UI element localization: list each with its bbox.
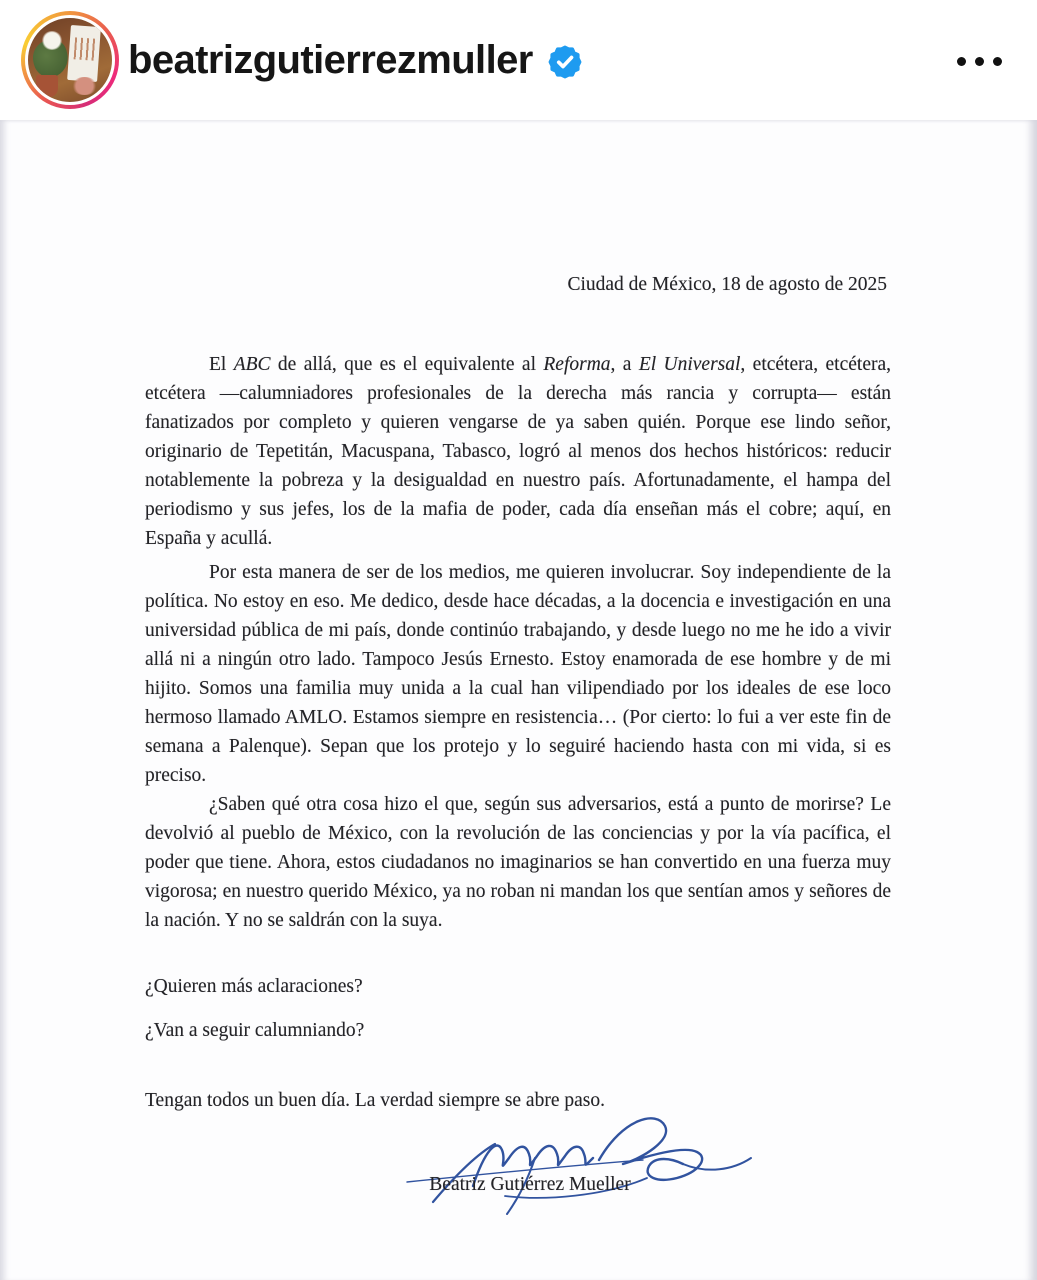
post-image[interactable]: [0, 120, 1037, 1280]
letter-p1-text: El: [209, 354, 234, 375]
signature-scribble: [385, 1100, 765, 1218]
letter-closing: Tengan todos un buen día. La verdad siempre se abre paso.: [145, 1090, 605, 1111]
post-header: [0, 0, 1037, 120]
letter-paragraph-3: ¿Saben qué otra cosa hizo el que, según sus adversarios, está a punto de morirse? Le devolvió al pueblo de México, con la revolución de las conciencias y por la vía pacífica, el poder que tiene. Ahora, estos ciudadanos no imaginarios se han convertido en una fuerza muy vigorosa; en nuestro querido México, ya no roban ni mandan los que sentían amos y señores de la nación. Y no se saldrán con la suya.: [145, 794, 891, 931]
avatar-pink-bloom: [72, 77, 97, 95]
letter-dateline: Ciudad de México, 18 de agosto de 2025: [567, 274, 887, 295]
more-options-button[interactable]: [932, 46, 1002, 76]
letter-p1-italic-el-universal: El Universal: [638, 354, 741, 375]
username-row: [128, 0, 582, 120]
letter-p1-text: , etcétera, etcétera, etcétera —calumniadores profesionales de la derecha más rancia y corrupta— están fanatizados por completo y quieren vengarse de ya saben quién. Porque ese lindo señor, originario de Tepetitán, Macuspana, Tabasco, logró al menos dos hechos históricos: reducir notablemente la pobreza y la desigualdad en nuestro país. Afortunadamente, el hampa del periodismo y sus jefes, los de la mafia de poder, cada día enseñan más el cobre; aquí, en España y acullá.: [145, 354, 891, 549]
avatar-book-text-lines: [73, 38, 96, 62]
signature-name: Beatriz Gutiérrez Mueller: [429, 1174, 631, 1195]
ellipsis-icon: [957, 57, 966, 66]
avatar-flower-pot: [36, 75, 58, 97]
letter-p1-italic-abc: ABC: [233, 354, 271, 375]
letter-question-2: ¿Van a seguir calumniando?: [145, 1020, 365, 1041]
avatar-white-flower: [41, 31, 63, 49]
ellipsis-icon: [993, 57, 1002, 66]
letter-p1-italic-reforma: Reforma: [543, 354, 611, 375]
letter-p1-text: de allá, que es el equivalente al: [270, 354, 544, 375]
ellipsis-icon: [975, 57, 984, 66]
verified-badge-icon: [548, 45, 582, 79]
avatar-book: [67, 25, 101, 82]
letter-p1-text: , a: [610, 354, 639, 375]
avatar-photo: [25, 15, 115, 105]
letter-paragraph-2: Por esta manera de ser de los medios, me quieren involucrar. Soy independiente de la política. No estoy en eso. Me dedico, desde hace décadas, a la docencia e investigación en una universidad pública de mi país, donde continúo trabajando, y desde luego no me he ido a vivir allá ni a ningún otro lado. Tampoco Jesús Ernesto. Estoy enamorada de ese hombre y de mi hijito. Somos una familia muy unida a la cual han vilipendiado por los ideales de ese loco hermoso llamado AMLO. Estamos siempre en resistencia… (Por cierto: lo fui a ver este fin de semana a Palenque). Sepan que los protejo y lo seguiré haciendo hasta con mi vida, si es preciso.: [145, 562, 891, 786]
letter-question-1: ¿Quieren más aclaraciones?: [145, 976, 363, 997]
avatar[interactable]: [21, 11, 119, 109]
username[interactable]: beatrizgutierrezmuller: [128, 37, 533, 82]
letter-paragraph-1: [145, 350, 891, 553]
